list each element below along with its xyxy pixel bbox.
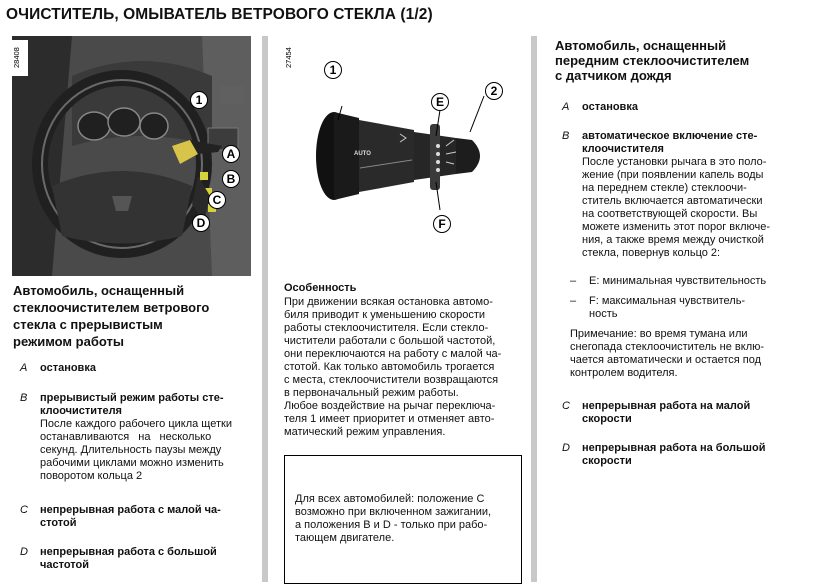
- right-item-title-a: остановка: [582, 101, 638, 113]
- item-title-a: остановка: [40, 362, 96, 374]
- item-body-b-1: После каждого рабочего цикла щетки: [40, 418, 232, 430]
- right-item-d-block: непрерывная работа на большой скорости: [582, 442, 766, 467]
- stalk-auto-label: AUTO: [354, 151, 371, 157]
- fig2-callout-2: 2: [485, 82, 503, 100]
- fig2-callout-f: F: [433, 215, 451, 233]
- right-note: Примечание: во время тумана или снегопада стеклоочиститель не вклю- чается автоматически и остается под контролем водителя.: [570, 328, 765, 379]
- item-body-b-3: секунд. Длительность паузы между: [40, 444, 222, 456]
- wiper-stalk-illustration: [284, 50, 520, 270]
- item-d-block: непрерывная работа с большой частотой: [40, 546, 217, 571]
- dashboard-photo: [12, 36, 251, 276]
- callout-a: A: [222, 145, 240, 163]
- item-title-b-2: клоочистителя: [40, 405, 122, 417]
- callout-d: D: [192, 214, 210, 232]
- item-letter-a: A: [20, 362, 28, 374]
- dash-e: –: [570, 275, 577, 287]
- right-heading: Автомобиль, оснащенный передним стеклоочистителем с датчиком дождя: [555, 38, 750, 83]
- item-letter-d: D: [20, 546, 28, 558]
- item-b-block: [40, 392, 252, 483]
- item-body-b-4: рабочими циклами можно изменить: [40, 457, 224, 469]
- note-box: [284, 455, 522, 584]
- note-box-text: Для всех автомобилей: положение C возможно при включенном зажигании, а положения B и D - только при рабо- тающем двигателе.: [295, 493, 492, 544]
- dashboard-illustration: [12, 36, 251, 276]
- item-letter-b: B: [20, 392, 28, 404]
- page-title: ОЧИСТИТЕЛЬ, ОМЫВАТЕЛЬ ВЕТРОВОГО СТЕКЛА (1/2): [6, 6, 433, 23]
- mid-paragraph: При движении всякая остановка автомо- биля приводит к уменьшению скорости работы стеклоочистителя. Если стекло- чистители работали с большой частотой, они переключаются на работу с малой ча- стотой. Как только автомобиль трогается с места, стеклоочистители возвращаются в первоначальный режим работы. Любое воздействие на рычаг переключа- теля 1 имеет приоритет и отменяет авто- матический режим управления.: [284, 296, 502, 438]
- right-item-c-block: непрерывная работа на малой скорости: [582, 400, 751, 425]
- dash-f-text: F: максимальная чувствитель- ность: [589, 295, 746, 320]
- figure2-code: 27454: [284, 47, 293, 69]
- right-item-letter-c: C: [562, 400, 570, 412]
- callout-c: C: [208, 191, 226, 209]
- figure1-code: 28408: [12, 40, 28, 76]
- dash-f: –: [570, 295, 577, 307]
- right-item-b-block: автоматическое включение сте- клоочистителя После установки рычага в это поло- жение (при появлении капель воды на переднем стекле) стеклоочи- ститель включается автоматически на соответствующей скорости. Вы можете изменить этот порог включе- ния, а также время между очисткой стекла, повернув кольцо 2:: [582, 130, 771, 259]
- item-title-b-1: прерывистый режим работы сте-: [40, 392, 224, 404]
- left-heading: Автомобиль, оснащенный стеклоочистителем ветрового стекла с прерывистым режимом работы: [13, 283, 210, 349]
- column-separator-right: [531, 36, 537, 582]
- mid-heading: Особенность: [284, 282, 357, 294]
- item-body-b-2: останавливаются на несколько: [40, 431, 212, 443]
- item-body-b-5: поворотом кольца 2: [40, 470, 143, 482]
- item-letter-c: C: [20, 504, 28, 516]
- item-c-block: непрерывная работа с малой ча- стотой: [40, 504, 221, 529]
- right-item-letter-a: A: [562, 101, 570, 113]
- fig2-callout-1: 1: [324, 61, 342, 79]
- dash-e-text: E: минимальная чувствительность: [589, 275, 767, 287]
- fig2-callout-e: E: [431, 93, 449, 111]
- right-item-letter-b: B: [562, 130, 570, 142]
- callout-b: B: [222, 170, 240, 188]
- callout-1: 1: [190, 91, 208, 109]
- column-separator-left: [262, 36, 268, 582]
- right-item-letter-d: D: [562, 442, 570, 454]
